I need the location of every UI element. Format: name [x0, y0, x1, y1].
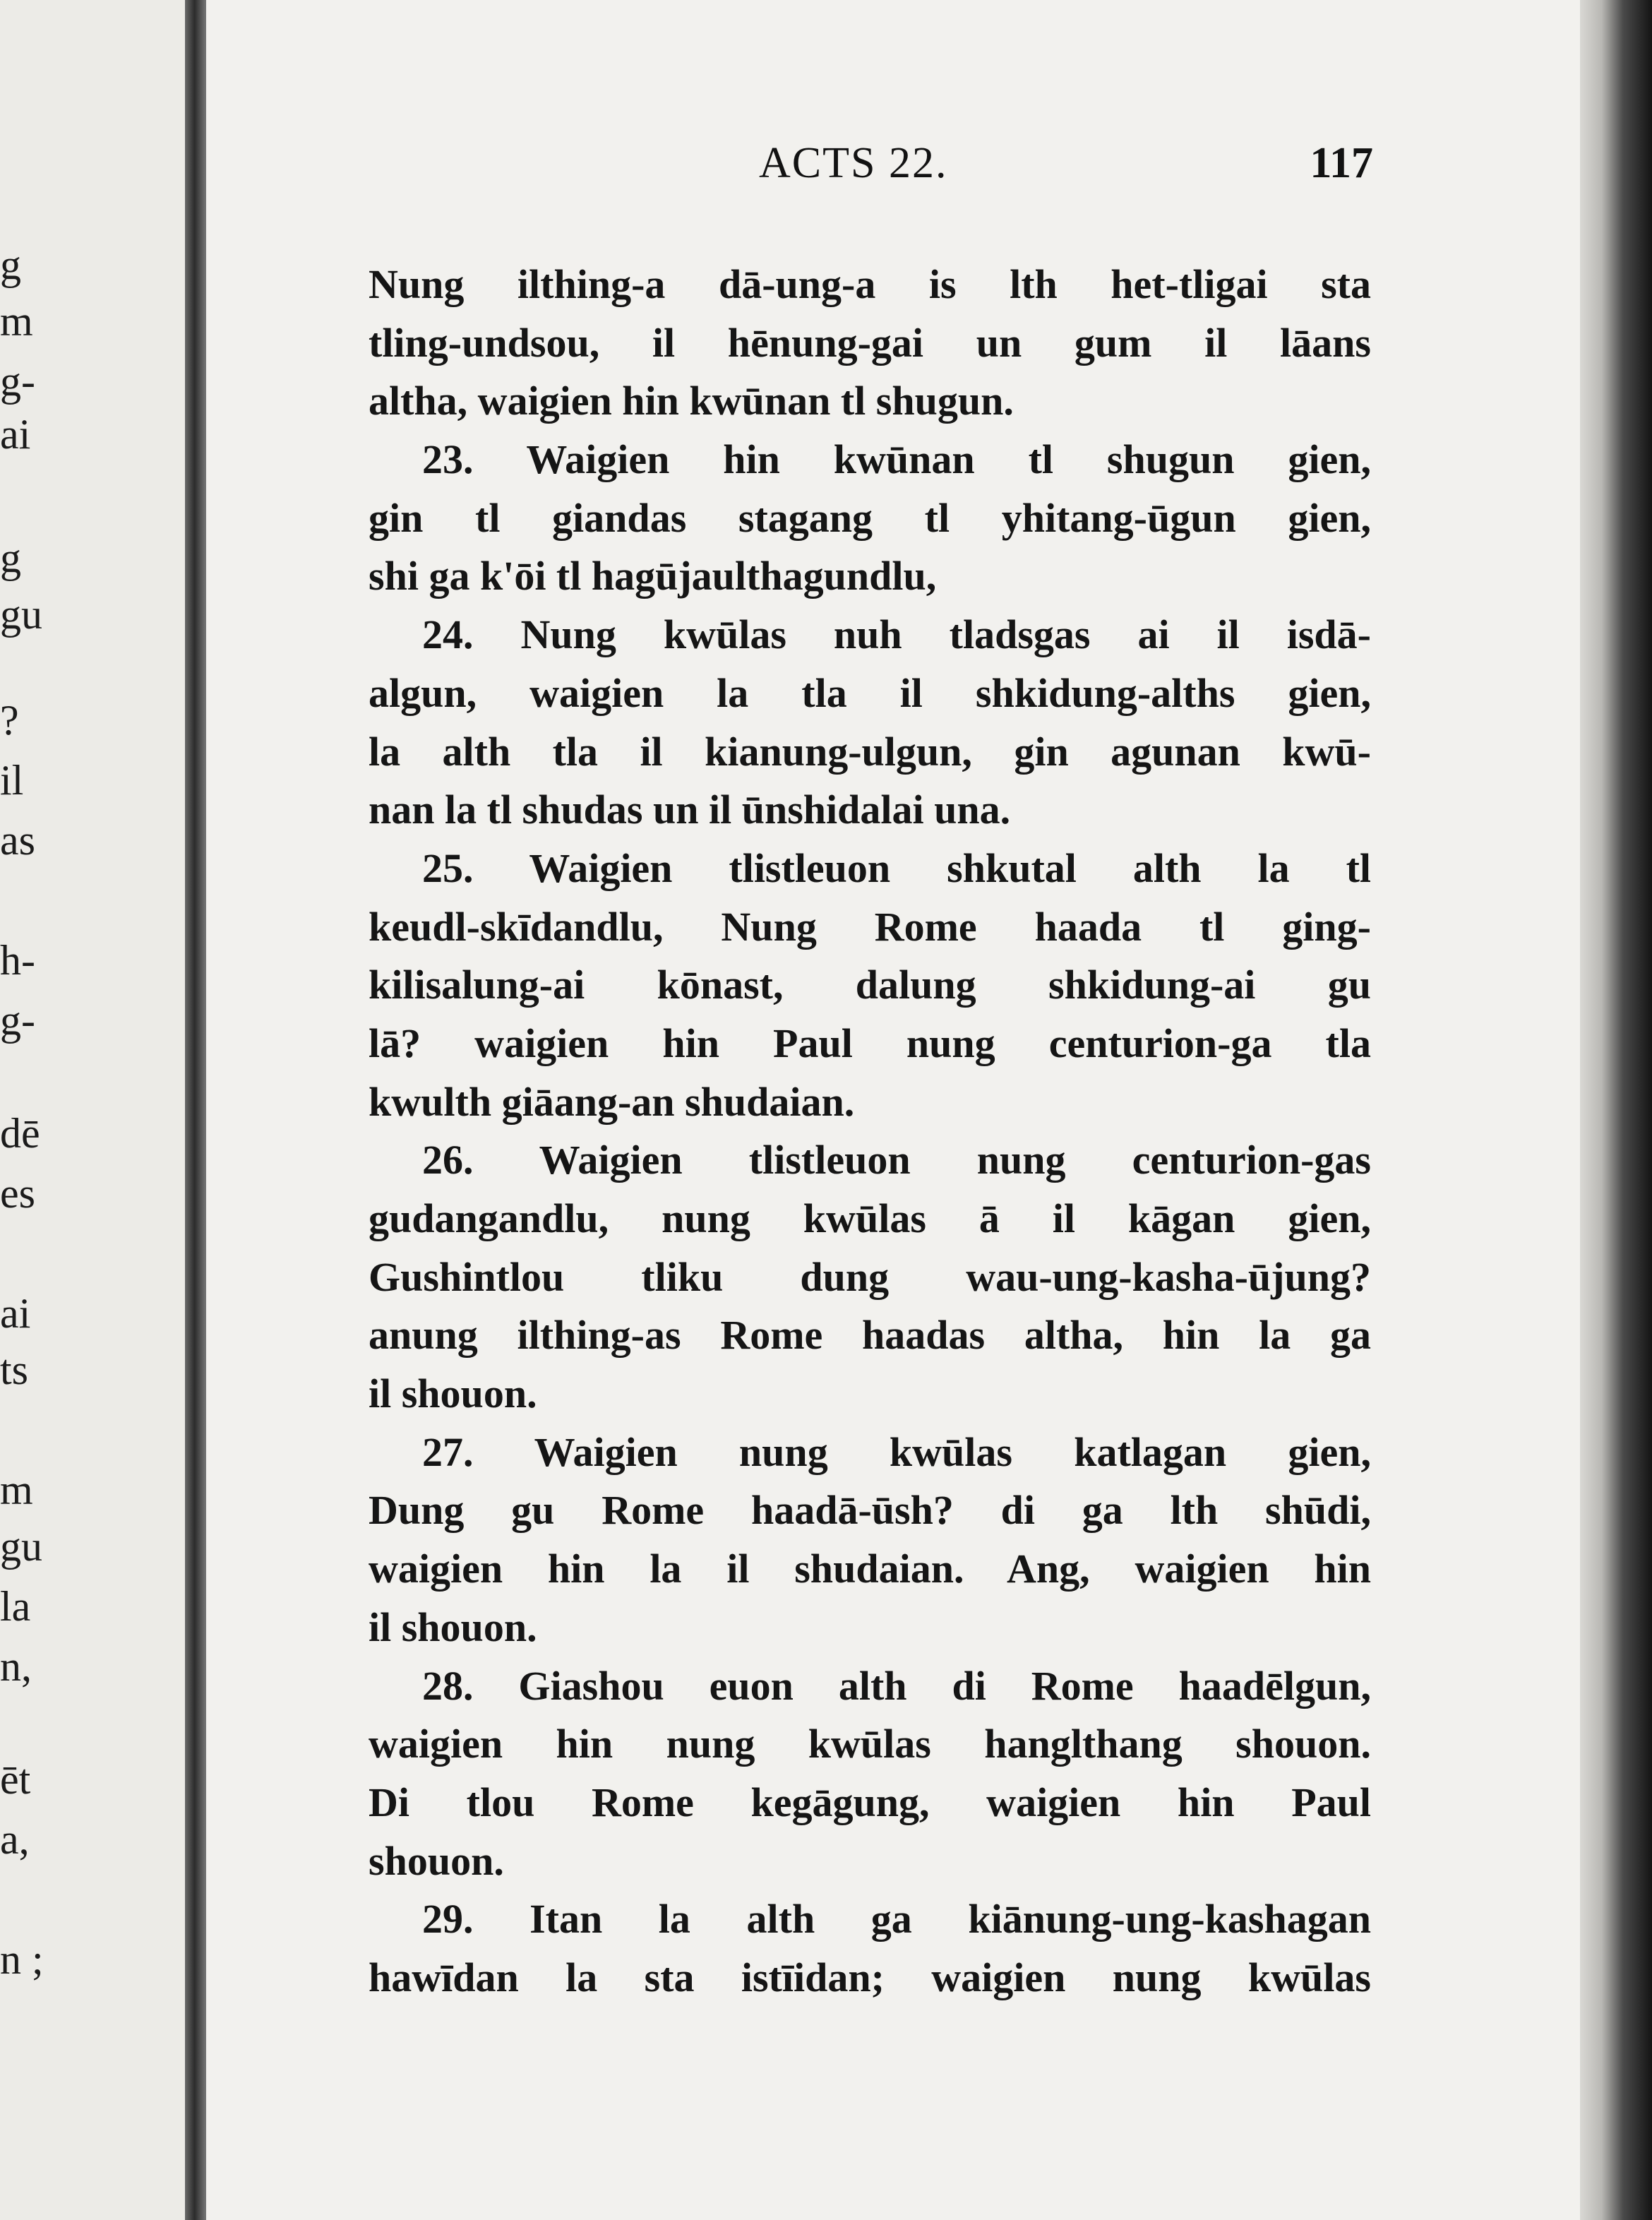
text-line: gudangandlu, nung kwūlas ā il kāgan gien, [369, 1195, 1371, 1241]
book-fore-edge [1580, 0, 1652, 2220]
text-line: 26. Waigien tlistleuon nung centurion-gas [422, 1137, 1371, 1183]
text-line: 28. Giashou euon alth di Rome haadēlgun, [422, 1662, 1371, 1709]
text-line: shouon. [369, 1837, 504, 1884]
previous-page-fragment: gu [0, 1523, 42, 1570]
text-line: anung ilthing-as Rome haadas altha, hin la ga [369, 1312, 1371, 1359]
previous-page-fragment: n, [0, 1643, 32, 1690]
running-head: ACTS 22. [759, 139, 948, 187]
text-line: kwulth giāang-an shudaian. [369, 1078, 855, 1125]
previous-page-fragment: ts [0, 1347, 29, 1393]
text-line: lā? waigien hin Paul nung centurion-ga tla [369, 1020, 1371, 1066]
previous-page-fragment: h- [0, 937, 35, 984]
previous-page-fragment: m [0, 298, 33, 345]
text-line: 24. Nung kwūlas nuh tladsgas ai il isdā- [422, 611, 1371, 658]
text-line: waigien hin la il shudaian. Ang, waigien hin [369, 1546, 1371, 1592]
text-line: algun, waigien la tla il shkidung-alths gien, [369, 669, 1371, 716]
text-line: nan la tl shudas un il ūnshidalai una. [369, 787, 1011, 833]
previous-page-fragment: ai [0, 411, 31, 458]
text-line: Nung ilthing-a dā-ung-a is lth het-tligai sta [369, 261, 1371, 307]
book-gutter [185, 0, 209, 2220]
previous-page-fragment: ai [0, 1290, 31, 1337]
previous-page-fragment: la [0, 1583, 31, 1630]
previous-page-fragment: a, [0, 1816, 30, 1863]
text-line: gin tl giandas stagang tl yhitang-ūgun gien, [369, 494, 1371, 541]
text-line: Gushintlou tliku dung wau-ung-kasha-ūjung? [369, 1253, 1371, 1300]
text-line: il shouon. [369, 1371, 537, 1417]
text-line: shi ga k'ōi tl hagūjaulthagundlu, [369, 553, 937, 599]
previous-page-fragment: ēt [0, 1756, 31, 1803]
previous-page-fragment: il [0, 757, 24, 804]
text-line: 27. Waigien nung kwūlas katlagan gien, [422, 1428, 1371, 1475]
text-line: il shouon. [369, 1604, 537, 1650]
previous-page-fragment: ? [0, 697, 19, 744]
text-line: 29. Itan la alth ga kiānung-ung-kashagan [422, 1896, 1371, 1942]
text-line: Di tlou Rome kegāgung, waigien hin Paul [369, 1779, 1371, 1825]
previous-page-fragment: g [0, 535, 21, 581]
previous-page-fragment: n ; [0, 1936, 44, 1983]
text-line: keudl-skīdandlu, Nung Rome haada tl ging- [369, 903, 1371, 950]
text-line: tling-undsou, il hēnung-gai un gum il lāans [369, 319, 1371, 366]
page-header [759, 138, 1373, 202]
previous-page-fragment: gu [0, 591, 42, 638]
previous-page-text-fragments [0, 0, 191, 2220]
text-line: altha, waigien hin kwūnan tl shugun. [369, 378, 1014, 424]
text-line: 25. Waigien tlistleuon shkutal alth la tl [422, 845, 1371, 891]
previous-page-fragment: g- [0, 358, 35, 405]
text-line: la alth tla il kianung-ulgun, gin agunan kwū- [369, 728, 1371, 775]
previous-page-fragment: as [0, 817, 35, 864]
previous-page-fragment: g- [0, 997, 35, 1044]
previous-page-fragment: g [0, 241, 21, 288]
previous-page-fragment: es [0, 1170, 35, 1217]
previous-page-fragment: dē [0, 1110, 40, 1157]
text-line: kilisalung-ai kōnast, dalung shkidung-ai gu [369, 962, 1371, 1008]
text-line: Dung gu Rome haadā-ūsh? di ga lth shūdi, [369, 1487, 1371, 1534]
body-text [369, 256, 1371, 2007]
text-line: 23. Waigien hin kwūnan tl shugun gien, [422, 436, 1371, 483]
text-line: waigien hin nung kwūlas hanglthang shouon. [369, 1721, 1371, 1767]
page-number: 117 [1310, 139, 1373, 187]
previous-page-fragment: m [0, 1467, 33, 1513]
text-line: hawīdan la sta istīidan; waigien nung kwūlas [369, 1954, 1371, 2000]
